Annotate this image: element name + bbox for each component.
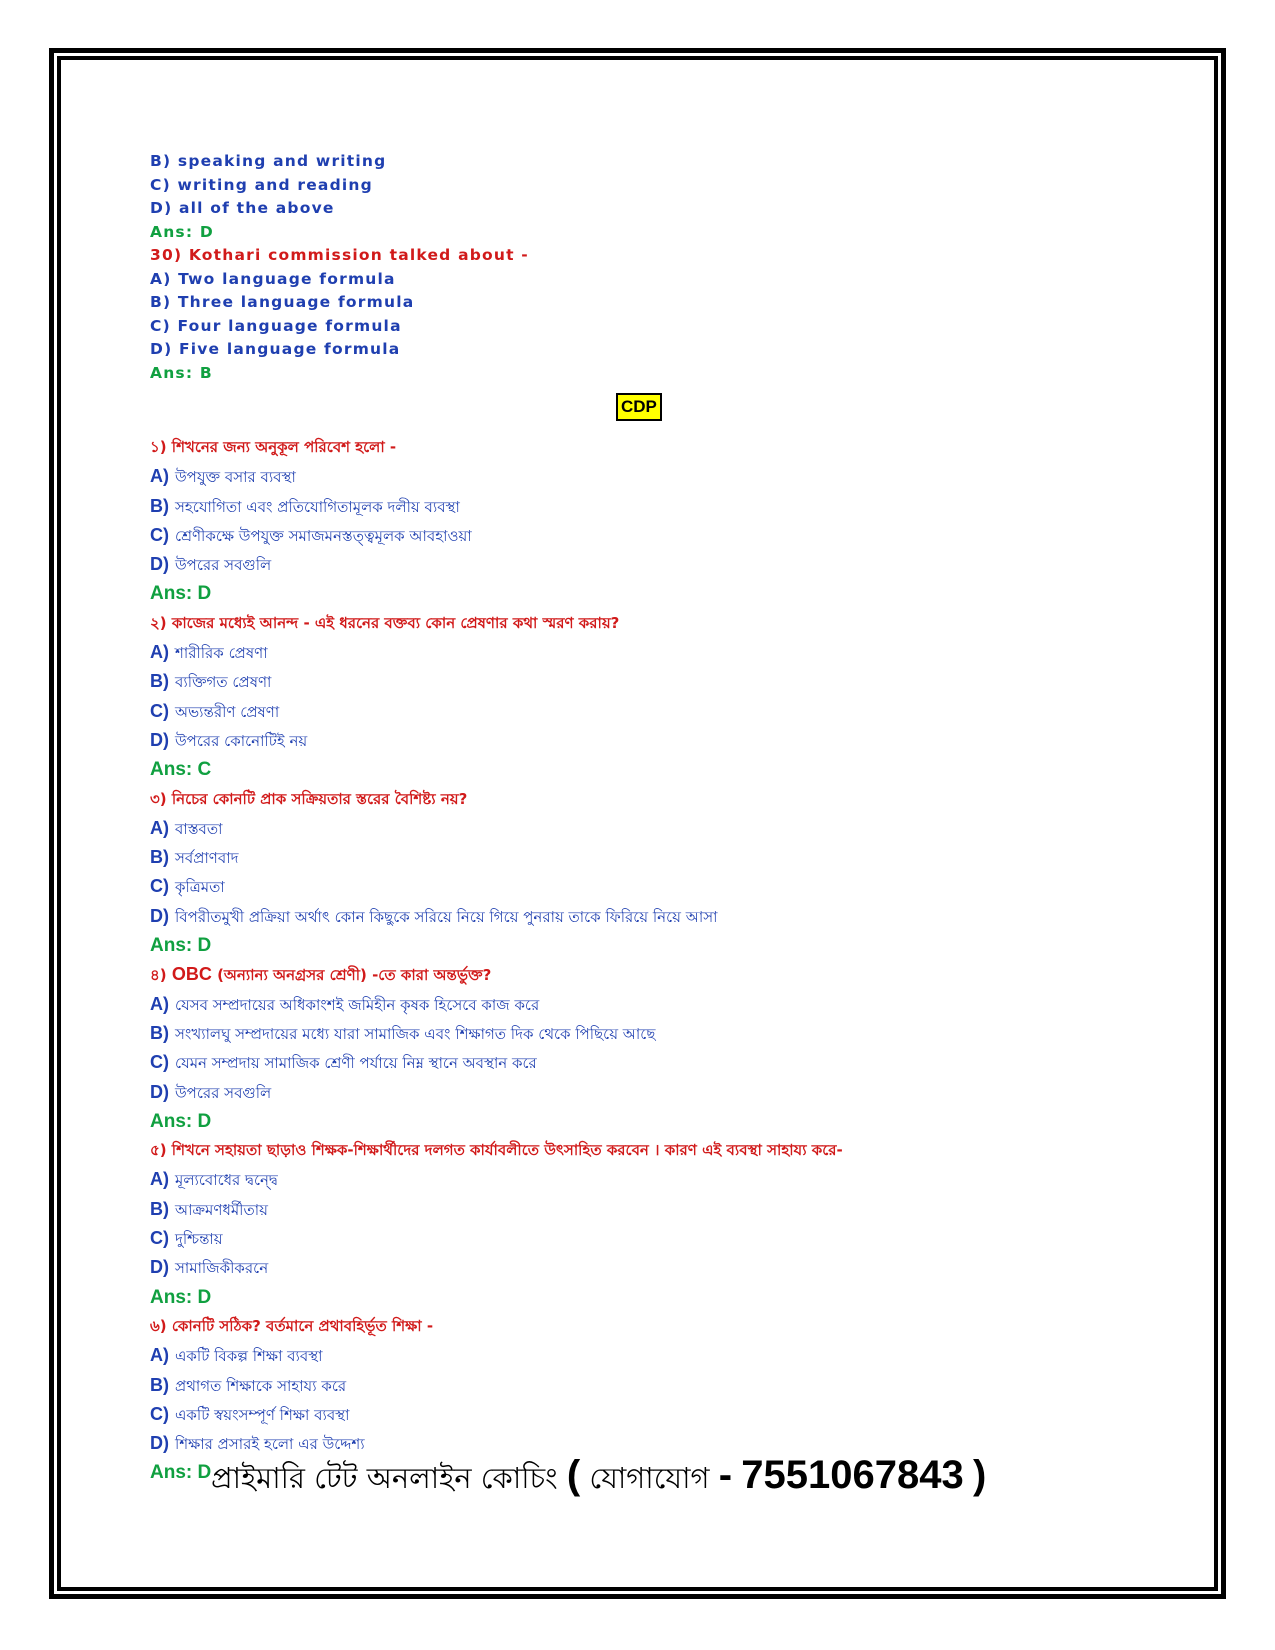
option-line: A) Two language formula: [150, 269, 396, 288]
answer-line: Ans: D: [150, 1462, 212, 1484]
option-text: একটি বিকল্প শিক্ষা ব্যবস্থা: [175, 1347, 323, 1366]
option-line: C) Four language formula: [150, 316, 402, 335]
option-text: সহযোগিতা এবং প্রতিযোগিতামূলক দলীয় ব্যবস্থা: [175, 497, 460, 516]
question-text: ৬) কোনটি সঠিক? বর্তমানে প্রথাবহির্ভূত শিক্ষা -: [150, 1316, 434, 1335]
option-label: C): [150, 1228, 169, 1249]
option-row: [150, 726, 1160, 755]
answer-line: Ans: D: [150, 1110, 212, 1132]
option-label: C): [150, 1052, 169, 1073]
option-text: একটি স্বয়ংসম্পূর্ণ শিক্ষা ব্যবস্থা: [175, 1405, 350, 1424]
option-text: প্রথাগত শিক্ষাকে সাহায্য করে: [175, 1376, 347, 1395]
question-block: [150, 1136, 1160, 1312]
option-label: C): [150, 1403, 169, 1424]
option-text: শিক্ষার প্রসারই হলো এর উদ্দেশ্য: [175, 1435, 365, 1454]
option-label: A): [150, 466, 169, 487]
option-row: [150, 872, 1160, 901]
option-row: [150, 1400, 1160, 1429]
option-line: D) all of the above: [150, 199, 335, 217]
option-text: সামাজিকীকরনে: [175, 1259, 269, 1278]
option-label: D): [150, 554, 169, 575]
question-text: ৫) শিখনে সহায়তা ছাড়াও শিক্ষক-শিক্ষার্থীদের দলগত কার্যাবলীতে উৎসাহিত করবেন । কারণ এই ব্যবস্থা সাহায্য করে-: [150, 1141, 843, 1160]
option-text: উপরের কোনোটিই নয়: [175, 731, 308, 750]
option-text: সংখ্যালঘু সম্প্রদায়ের মধ্যে যারা সামাজিক এবং শিক্ষাগত দিক থেকে পিছিয়ে আছে: [175, 1024, 656, 1043]
option-line: C) writing and reading: [150, 175, 373, 194]
option-label: D): [150, 1081, 169, 1102]
option-line: B) speaking and writing: [150, 152, 387, 170]
option-label: D): [150, 1257, 169, 1278]
footer-dash: -: [718, 1453, 733, 1497]
option-text: মূল্যবোধের দ্বন্দ্বে: [175, 1171, 278, 1190]
option-row: [150, 990, 1160, 1019]
option-row: [150, 1078, 1160, 1107]
english-section: [150, 150, 1160, 385]
option-row: [150, 1371, 1160, 1400]
option-row: [150, 638, 1160, 667]
option-row: [150, 1048, 1160, 1077]
section-header-row: [150, 385, 1160, 433]
option-row: [150, 1224, 1160, 1253]
option-label: A): [150, 817, 169, 838]
option-text: যেমন সম্প্রদায় সামাজিক শ্রেণী পর্যায়ে নিম্ন স্থানে অবস্থান করে: [175, 1054, 537, 1073]
question-abbreviation: OBC: [171, 964, 212, 985]
option-label: D): [150, 1433, 169, 1454]
option-label: B): [150, 671, 169, 692]
option-row: [150, 843, 1160, 872]
option-text: আক্রমণধর্মীতায়: [175, 1200, 268, 1219]
question-block: [150, 433, 1160, 609]
option-label: A): [150, 1345, 169, 1366]
option-text: উপরের সবগুলি: [175, 1083, 272, 1102]
question-line: 30) Kothari commission talked about -: [150, 246, 529, 264]
footer-open-paren: (: [566, 1453, 581, 1497]
question-text: ২) কাজের মধ্যেই আনন্দ - এই ধরনের বক্তব্য কোন প্রেষণার কথা স্মরণ করায়?: [150, 613, 620, 632]
option-row: [150, 1253, 1160, 1282]
option-row: [150, 697, 1160, 726]
option-label: A): [150, 642, 169, 663]
option-label: B): [150, 495, 169, 516]
option-label: B): [150, 1374, 169, 1395]
option-text: উপযুক্ত বসার ব্যবস্থা: [175, 468, 296, 487]
option-label: A): [150, 993, 169, 1014]
option-text: বিপরীতমুখী প্রক্রিয়া অর্থাৎ কোন কিছুকে সরিয়ে নিয়ে গিয়ে পুনরায় তাকে ফিরিয়ে নিয়ে আসা: [175, 907, 718, 926]
question-text: ৩) নিচের কোনটি প্রাক সক্রিয়তার স্তরের বৈশিষ্ট্য নয়?: [150, 789, 468, 808]
option-label: D): [150, 905, 169, 926]
question-body: (অন্যান্য অনগ্রসর শ্রেণী) -তে কারা অন্তর্ভুক্ত?: [217, 966, 492, 985]
worksheet-content: [150, 150, 1160, 1488]
option-text: কৃত্রিমতা: [175, 878, 225, 897]
option-label: B): [150, 1022, 169, 1043]
cdp-section-badge: CDP: [616, 393, 662, 421]
footer-contact-line: [211, 1450, 1011, 1503]
option-label: B): [150, 1198, 169, 1219]
option-row: [150, 462, 1160, 491]
option-text: যেসব সম্প্রদায়ের অধিকাংশই জমিহীন কৃষক হিসেবে কাজ করে: [175, 995, 540, 1014]
answer-line: Ans: D: [150, 935, 212, 957]
option-text: শারীরিক প্রেষণা: [175, 644, 268, 663]
question-number: ৪): [150, 966, 167, 985]
question-text: ১) শিখনের জন্য অনুকূল পরিবেশ হলো -: [150, 438, 397, 456]
option-text: অভ্যন্তরীণ প্রেষণা: [175, 702, 280, 721]
footer-coaching-text: প্রাইমারি টেট অনলাইন কোচিং: [211, 1461, 558, 1495]
option-label: C): [150, 524, 169, 545]
option-text: ব্যক্তিগত প্রেষণা: [175, 673, 272, 692]
option-label: C): [150, 876, 169, 897]
option-row: [150, 1341, 1160, 1370]
option-row: [150, 1019, 1160, 1048]
footer-phone-number: 7551067843: [741, 1453, 964, 1497]
option-row: [150, 1165, 1160, 1194]
option-text: দুশ্চিন্তায়: [175, 1230, 223, 1249]
option-label: D): [150, 729, 169, 750]
option-label: A): [150, 1169, 169, 1190]
answer-line: Ans: D: [150, 583, 212, 605]
option-text: সর্বপ্রাণবাদ: [175, 849, 239, 868]
option-text: উপরের সবগুলি: [175, 556, 272, 575]
option-label: B): [150, 847, 169, 868]
question-text: [150, 960, 1160, 989]
option-row: [150, 521, 1160, 550]
option-line: B) Three language formula: [150, 293, 415, 311]
option-text: বাস্তবতা: [175, 819, 223, 838]
footer-close-paren: ): [972, 1453, 987, 1497]
answer-line: Ans: C: [150, 759, 212, 781]
option-row: [150, 902, 1160, 931]
answer-line: Ans: D: [150, 1286, 212, 1308]
answer-line: Ans: B: [150, 363, 213, 382]
option-row: [150, 492, 1160, 521]
option-line: D) Five language formula: [150, 340, 401, 358]
question-block: [150, 785, 1160, 961]
option-row: [150, 814, 1160, 843]
footer-contact-label: যোগাযোগ: [589, 1461, 710, 1495]
option-label: C): [150, 700, 169, 721]
option-row: [150, 667, 1160, 696]
answer-line: Ans: D: [150, 222, 214, 241]
option-row: [150, 550, 1160, 579]
question-block: [150, 960, 1160, 1136]
option-text: শ্রেণীকক্ষে উপযুক্ত সমাজমনস্তত্ত্বমূলক আবহাওয়া: [175, 526, 472, 545]
option-row: [150, 1195, 1160, 1224]
question-block: [150, 609, 1160, 785]
